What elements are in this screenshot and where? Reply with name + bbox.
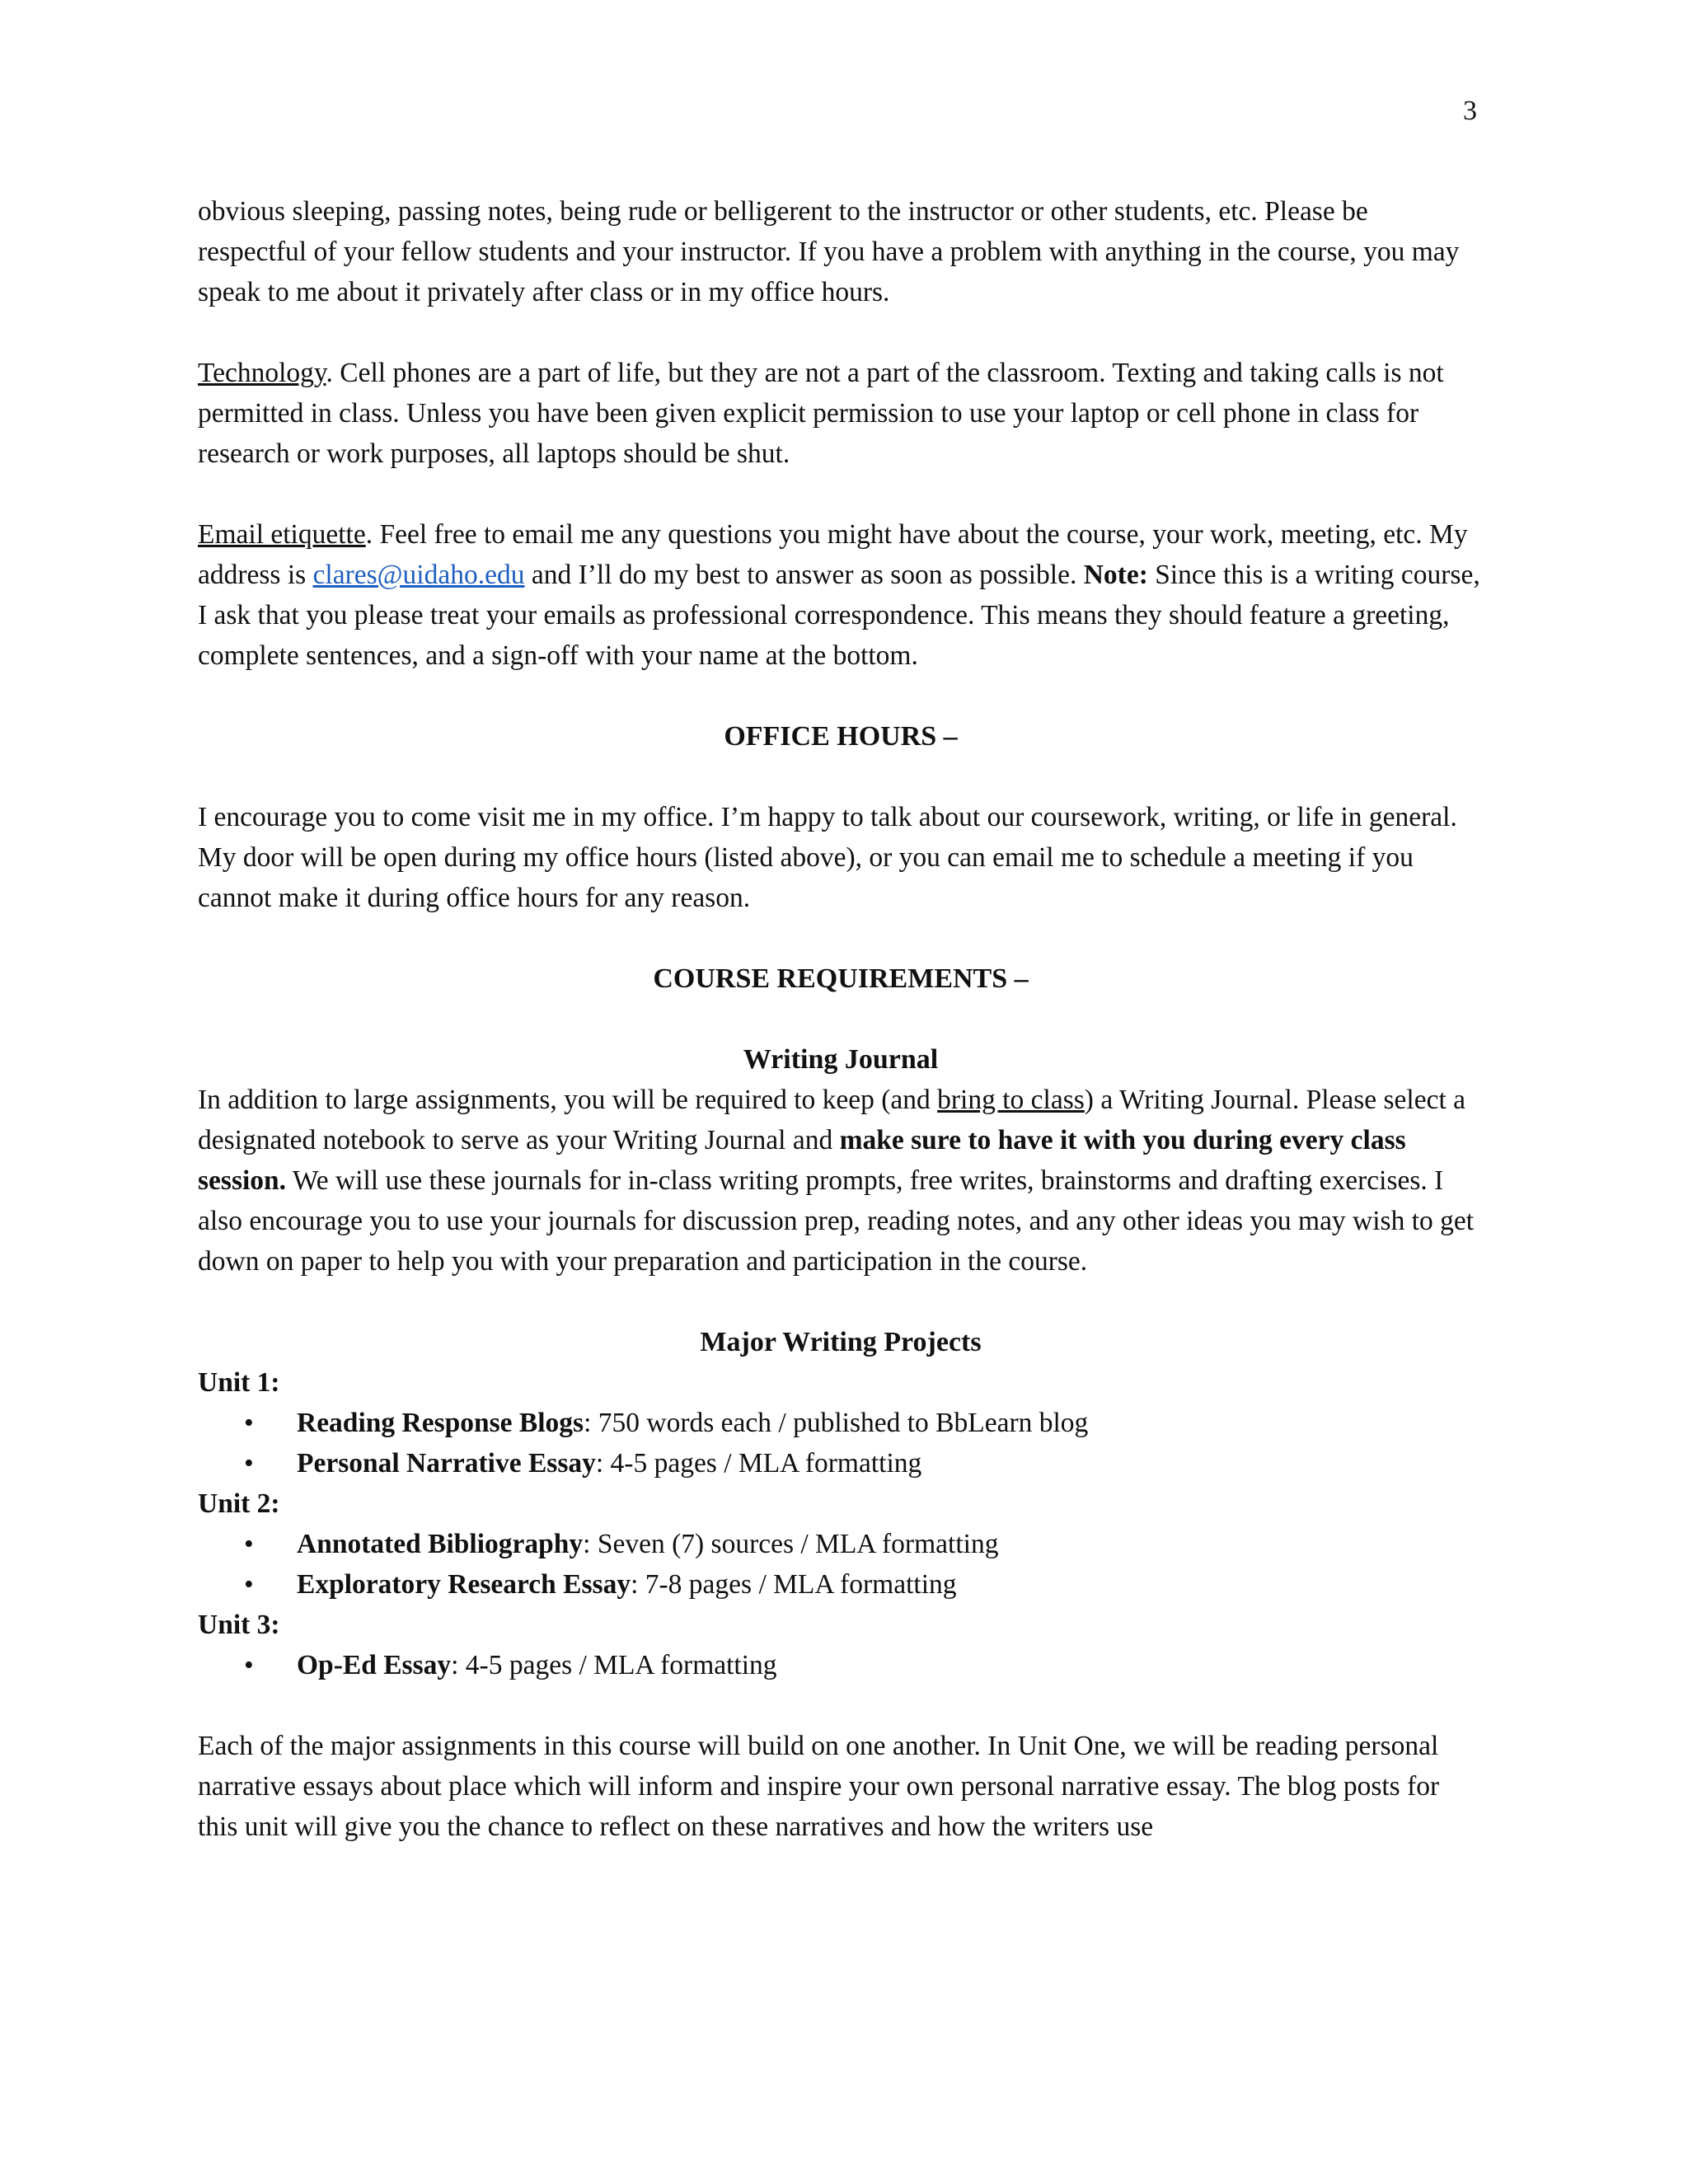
list-item [244,1645,1484,1685]
conduct-paragraph: obvious sleeping, passing notes, being rude or belligerent to the instructor or other students, etc. Please be respectful of your fellow students and your instructor. If you have a problem with anything in the course, you may speak to me about it privately after class or in my office hours. [198,196,1460,307]
project-detail: : 7-8 pages / MLA formatting [631,1569,957,1600]
project-title: Annotated Bibliography [297,1529,584,1559]
project-title: Op-Ed Essay [297,1650,452,1680]
technology-paragraph [198,353,1484,474]
journal-underlined: bring to class [937,1085,1085,1115]
writing-journal-paragraph [198,1080,1484,1282]
email-text-3: Since this is a writing course, I ask that you please treat your emails as professional correspondence. This means they should feature a greeting, complete sentences, and a sign-off with your name at the bottom. [198,560,1480,671]
project-title: Personal Narrative Essay [297,1448,596,1479]
email-heading: Email etiquette [198,519,366,550]
bullet-icon: • [244,1569,254,1600]
bullet-icon: • [244,1529,254,1559]
journal-bold: make sure to have it with you during every class session. [198,1125,1406,1196]
project-title: Exploratory Research Essay [297,1569,631,1600]
unit-1-label: Unit 1: [198,1367,280,1398]
project-detail: : 750 words each / published to BbLearn blog [584,1408,1089,1438]
office-hours-paragraph: I encourage you to come visit me in my office. I’m happy to talk about our coursework, writing, or life in general. My door will be open during my office hours (listed above), or you can email me to schedule a meeting if you cannot make it during office hours for any reason. [198,802,1457,913]
major-projects-heading: Major Writing Projects [700,1327,982,1357]
journal-text-2: ) a Writing Journal. Please select a designated notebook to serve as your Writing Journal and [198,1085,1466,1155]
unit-2-label: Unit 2: [198,1488,280,1519]
unit-3-label: Unit 3: [198,1610,280,1640]
project-detail: : 4-5 pages / MLA formatting [451,1650,777,1680]
unit-2-list [198,1524,1484,1605]
project-detail: : 4-5 pages / MLA formatting [595,1448,922,1479]
office-hours-heading: OFFICE HOURS – [724,721,958,752]
journal-text-3: We will use these journals for in-class writing prompts, free writes, brainstorms and drafting exercises. I also encourage you to use your journals for discussion prep, reading notes, and any other ideas you may wish to get down on paper to help you with your preparation and participation in the course. [198,1165,1475,1277]
writing-journal-heading: Writing Journal [743,1044,939,1075]
technology-heading: Technology [198,358,326,388]
email-text-1: . Feel free to email me any questions you might have about the course, your work, meeting, etc. My address is [198,519,1468,590]
page-content [198,191,1484,1847]
email-paragraph [198,514,1484,676]
email-address-link[interactable]: clares@uidaho.edu [312,560,525,590]
page-number: 3 [1463,96,1477,126]
bullet-icon: • [244,1408,254,1438]
journal-text-1: In addition to large assignments, you will be required to keep (and [198,1085,938,1115]
list-item [244,1403,1484,1443]
email-text-2: and I’ll do my best to answer as soon as possible. [524,560,1084,590]
list-item [244,1524,1484,1564]
unit-1-list [198,1403,1484,1483]
list-item [244,1564,1484,1605]
bullet-icon: • [244,1448,254,1479]
email-note-label: Note: [1083,560,1148,590]
closing-paragraph: Each of the major assignments in this course will build on one another. In Unit One, we will be reading personal narrative essays about place which will inform and inspire your own personal narrative essay. The blog posts for this unit will give you the chance to reflect on these narratives and how the writers use [198,1731,1440,1842]
bullet-icon: • [244,1650,254,1680]
project-title: Reading Response Blogs [297,1408,584,1438]
project-detail: : Seven (7) sources / MLA formatting [583,1529,999,1559]
technology-text: . Cell phones are a part of life, but they are not a part of the classroom. Texting and taking calls is not permitted in class. Unless you have been given explicit permission to use your laptop or cell phone in class for research or work purposes, all laptops should be shut. [198,358,1444,469]
unit-3-list [198,1645,1484,1685]
list-item [244,1443,1484,1483]
course-requirements-heading: COURSE REQUIREMENTS – [653,963,1029,994]
